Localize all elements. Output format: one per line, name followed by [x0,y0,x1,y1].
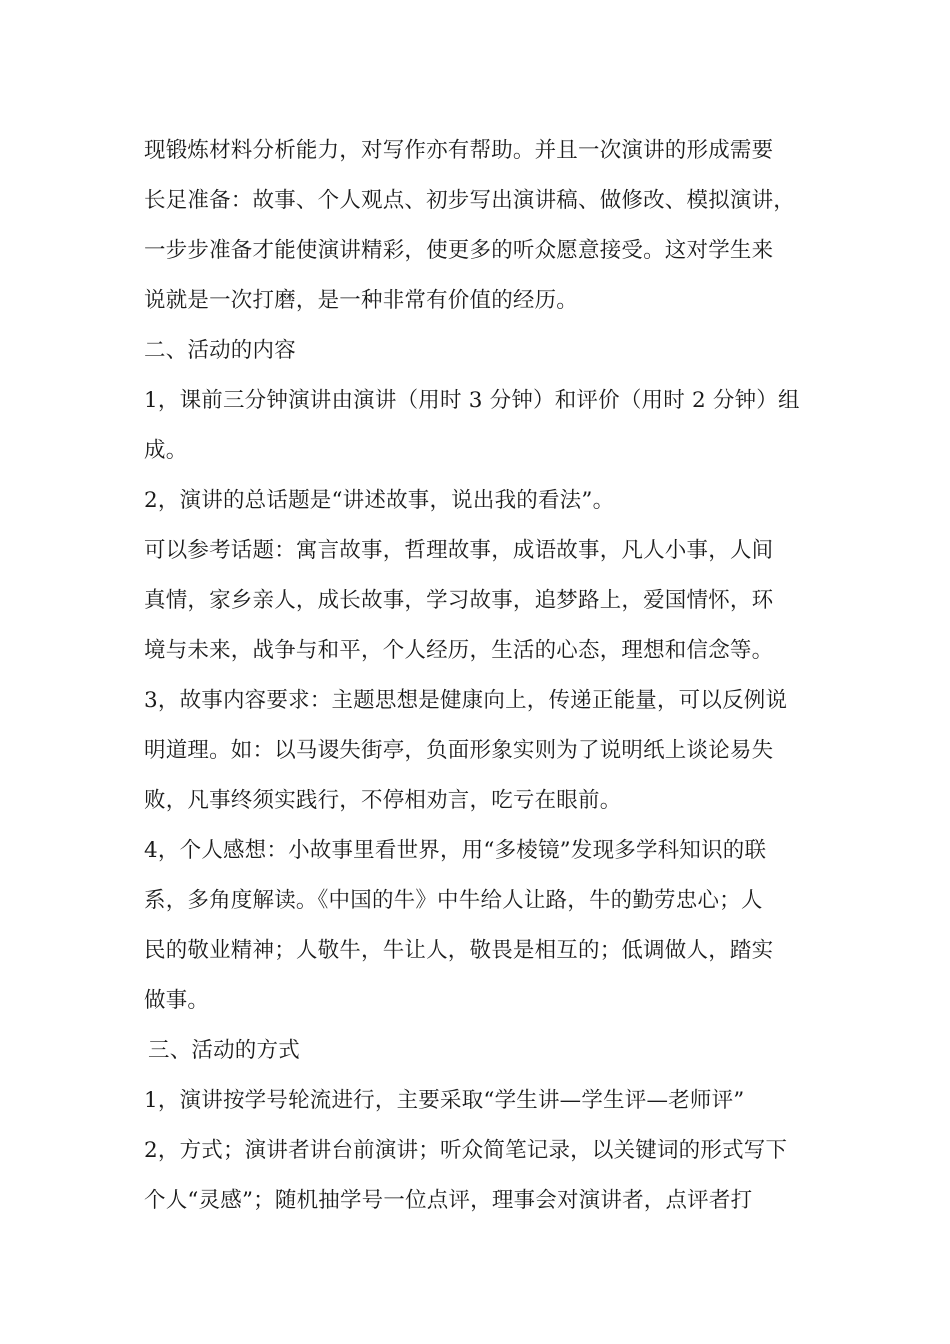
paragraph-line: 现锻炼材料分析能力，对写作亦有帮助。并且一次演讲的形成需要 [144,138,774,163]
paragraph-line: 长足准备：故事、个人观点、初步写出演讲稿、做修改、模拟演讲， [144,188,796,213]
paragraph-line: 可以参考话题：寓言故事，哲理故事，成语故事，凡人小事，人间 [144,538,774,563]
paragraph-line: 一步步准备才能使演讲精彩，使更多的听众愿意接受。这对学生来 [144,238,774,263]
paragraph-line: 2，演讲的总话题是“讲述故事，说出我的看法”。 [144,488,615,513]
paragraph-line: 境与未来，战争与和平，个人经历，生活的心态，理想和信念等。 [144,638,774,663]
paragraph-line: 民的敬业精神；人敬牛，牛让人，敬畏是相互的；低调做人，踏实 [144,938,774,963]
paragraph-line: 做事。 [144,988,210,1013]
paragraph-line: 2，方式；演讲者讲台前演讲；听众简笔记录，以关键词的形式写下 [144,1138,788,1163]
paragraph-line: 真情，家乡亲人，成长故事，学习故事，追梦路上，爱国情怀，环 [144,588,774,613]
section-heading-content: 二、活动的内容 [144,338,296,363]
paragraph-line: 败，凡事终须实践行，不停相劝言，吃亏在眼前。 [144,788,622,813]
section-heading-method: 三、活动的方式 [148,1038,300,1063]
paragraph-line: 1，演讲按学号轮流进行，主要采取“学生讲—学生评—老师评” [144,1088,745,1113]
paragraph-line: 说就是一次打磨，是一种非常有价值的经历。 [144,288,579,313]
paragraph-line: 3，故事内容要求：主题思想是健康向上，传递正能量，可以反例说 [144,688,788,713]
paragraph-line: 1，课前三分钟演讲由演讲（用时 3 分钟）和评价（用时 2 分钟）组 [144,388,800,413]
paragraph-line: 个人“灵感”；随机抽学号一位点评，理事会对演讲者，点评者打 [144,1188,753,1213]
paragraph-line: 系，多角度解读。《中国的牛》中牛给人让路，牛的勤劳忠心；人 [144,888,763,913]
paragraph-line: 4，个人感想：小故事里看世界，用“多棱镜”发现多学科知识的联 [144,838,767,863]
paragraph-line: 成。 [144,438,188,463]
paragraph-line: 明道理。如：以马谡失街亭，负面形象实则为了说明纸上谈论易失 [144,738,774,763]
document-body [144,126,814,1226]
